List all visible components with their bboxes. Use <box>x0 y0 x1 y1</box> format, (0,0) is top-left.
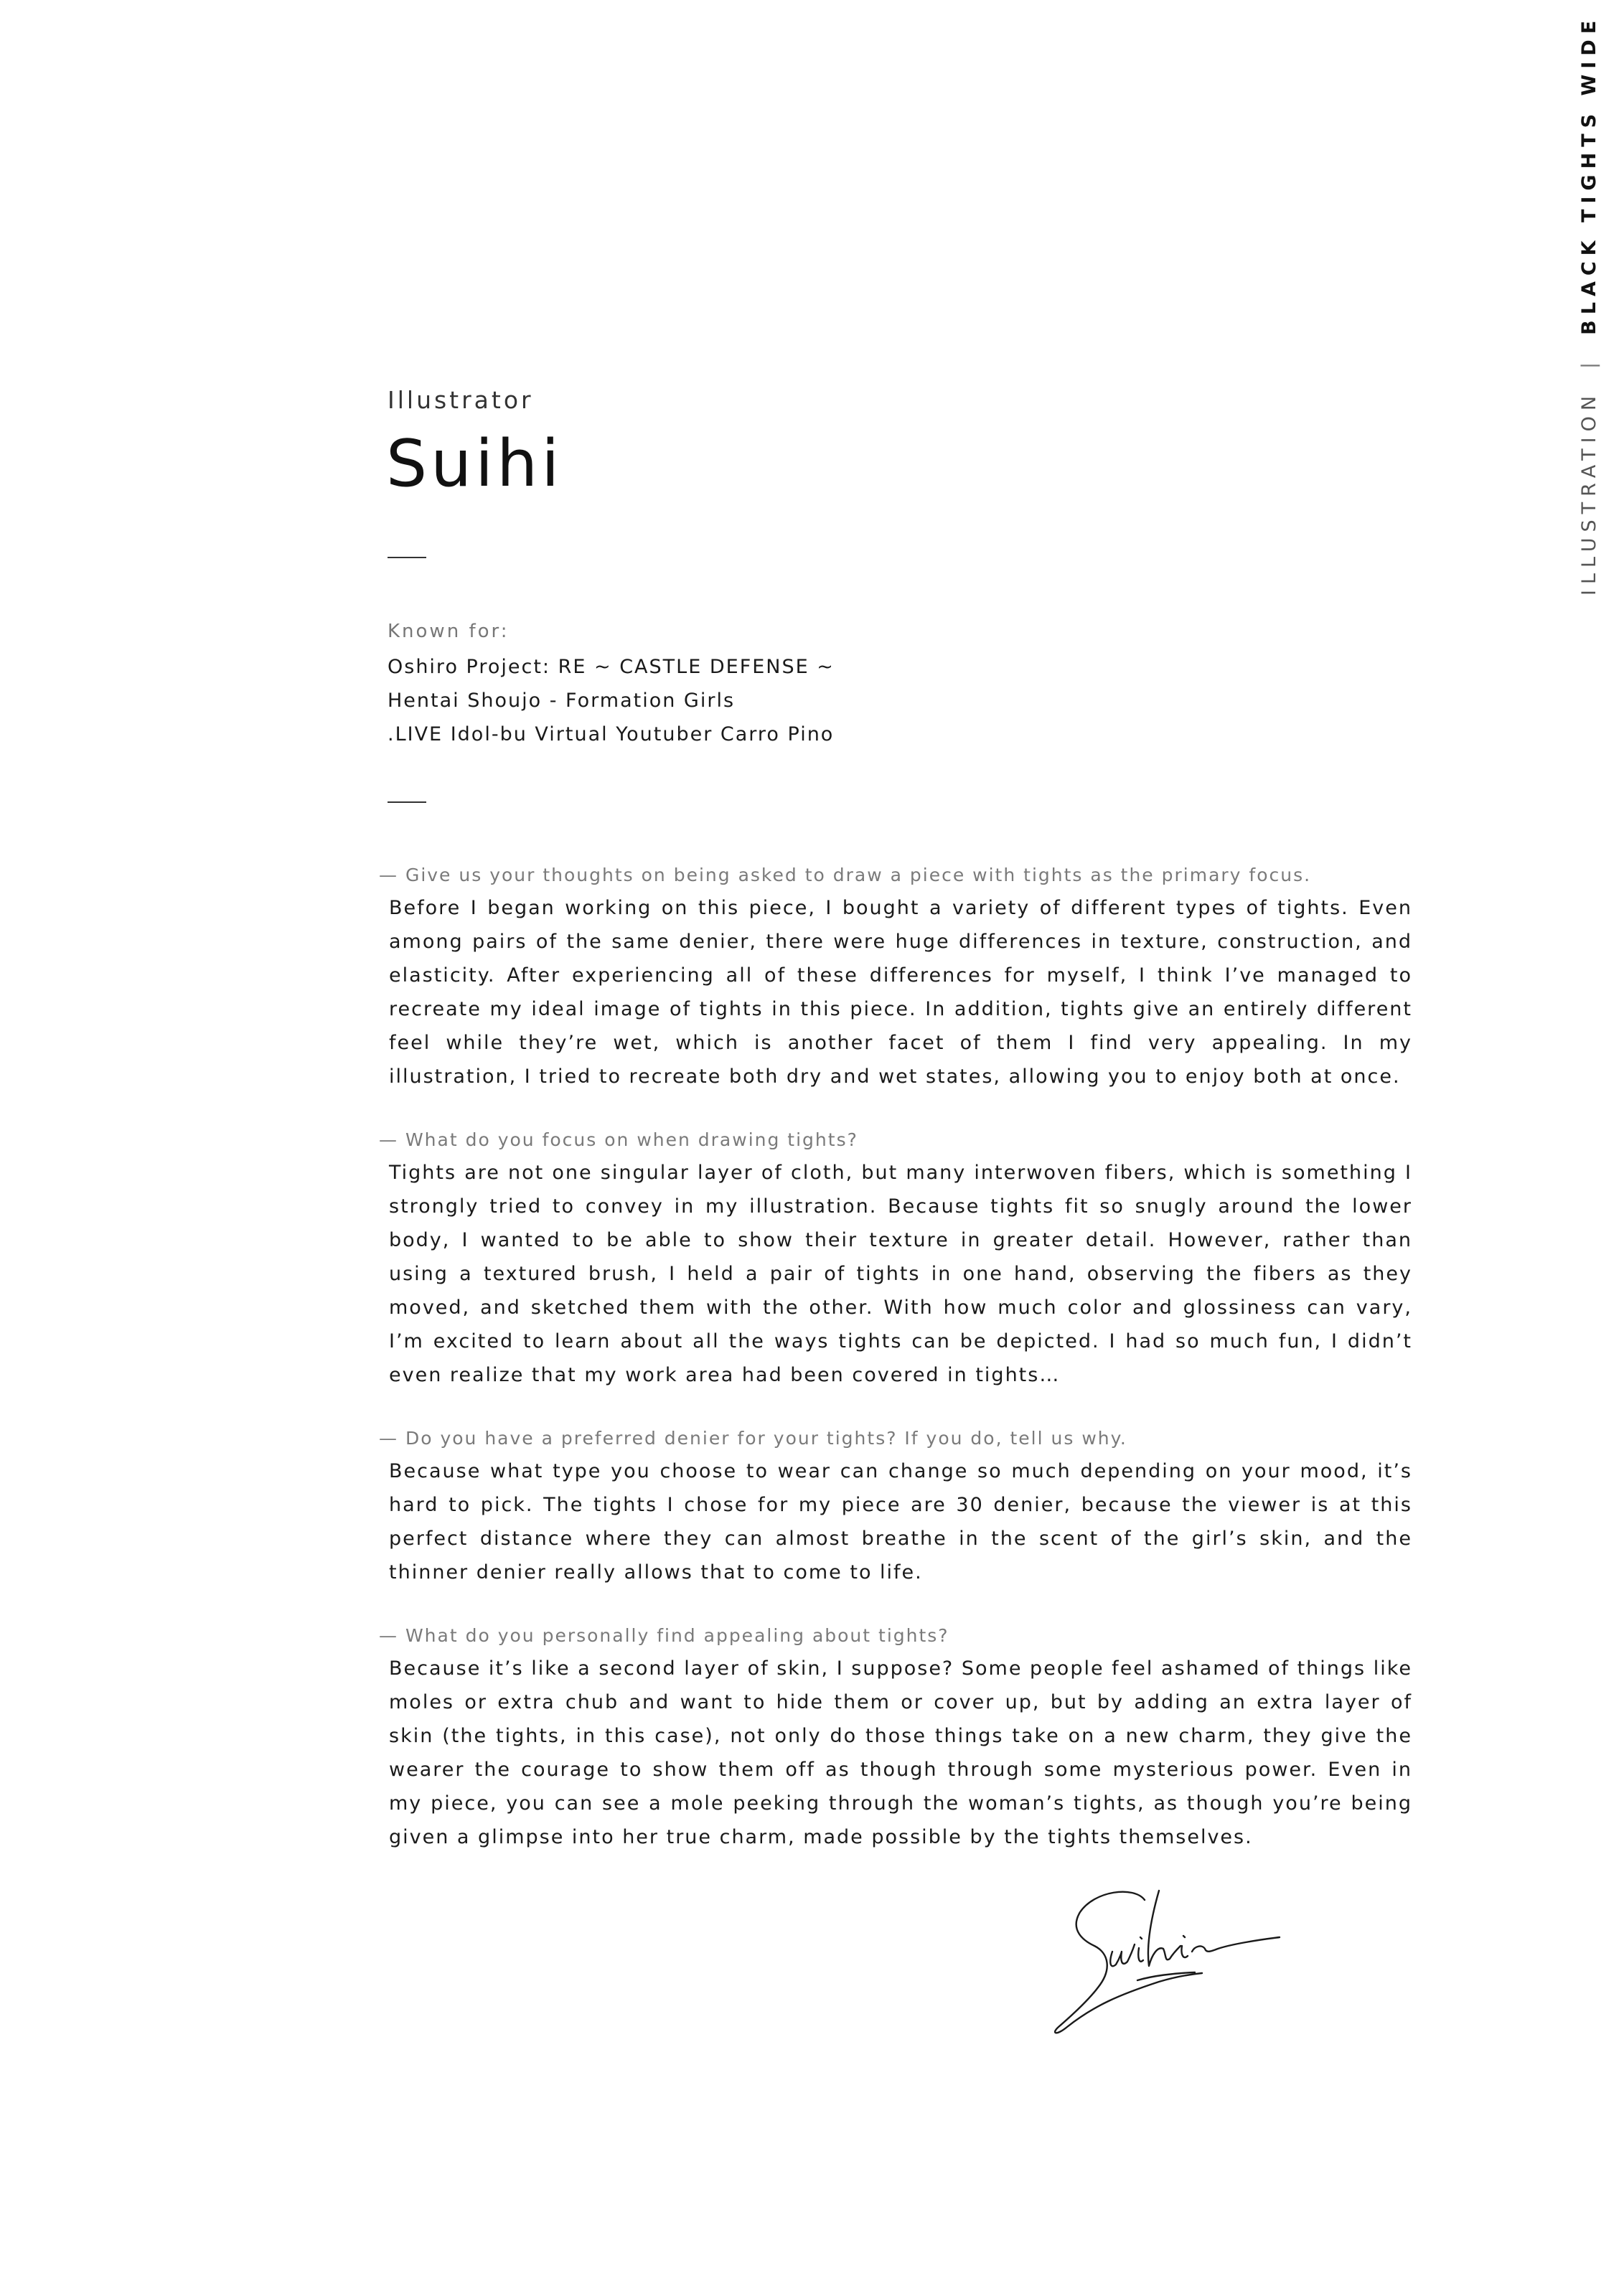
question: — Give us your thoughts on being asked to draw a piece with tights as the primary focus. <box>379 865 1312 885</box>
side-header <box>1575 15 1604 596</box>
answer: Tights are not one singular layer of cloth, but many interwoven fibers, which is something I strongly tried to convey in my illustration. Because tights fit so snugly around the lower body, I wanted to be able to show their texture in greater detail. However, rather than using a textured brush, I held a pair of tights in one hand, observing the fibers as they moved, and sketched them with the other. With how much color and glossiness can vary, I’m excited to learn about all the ways tights can be depicted. I had so much fun, I didn’t even realize that my work area had been covered in tights… <box>389 1162 1412 1386</box>
known-for-item: .LIVE Idol-bu Virtual Youtuber Carro Pino <box>388 723 835 745</box>
question: — What do you focus on when drawing tights? <box>379 1129 858 1150</box>
question: — Do you have a preferred denier for your tights? If you do, tell us why. <box>379 1428 1127 1449</box>
section-label: ILLUSTRATION <box>1578 390 1600 596</box>
known-for-label: Known for: <box>388 621 510 642</box>
known-for-list <box>388 650 835 751</box>
known-for-section <box>388 618 835 751</box>
role-label: Illustrator <box>388 386 534 414</box>
header-separator: | <box>1578 356 1600 369</box>
qa-block <box>379 860 1412 1093</box>
question: — What do you personally find appealing about tights? <box>379 1625 949 1646</box>
known-for-item: Hentai Shoujo - Formation Girls <box>388 690 736 712</box>
qa-block <box>379 1423 1412 1589</box>
divider <box>388 801 426 803</box>
book-title: BLACK TIGHTS WIDE <box>1578 14 1600 335</box>
known-for-item: Oshiro Project: RE ~ CASTLE DEFENSE ~ <box>388 656 835 678</box>
interview-section <box>379 860 1412 1885</box>
divider <box>388 557 426 558</box>
qa-block <box>379 1124 1412 1392</box>
signature <box>1051 1880 1288 2038</box>
answer: Because it’s like a second layer of skin, I suppose? Some people feel ashamed of things like moles or extra chub and want to hide them or cover up, but by adding an extra layer of skin (the tights, in this case), not only do those things take on a new charm, they give the wearer the courage to show them off as though through some mysterious power. Even in my piece, you can see a mole peeking through the woman’s tights, as though you’re being given a glimpse into her true charm, made possible by the tights themselves. <box>389 1657 1412 1848</box>
answer: Because what type you choose to wear can change so much depending on your mood, it’s hard to pick. The tights I chose for my piece are 30 denier, because the viewer is at this perfect distance where they can almost breathe in the scent of the girl’s skin, and the thinner denier really allows that to come to life. <box>389 1460 1412 1584</box>
qa-block <box>379 1620 1412 1854</box>
artist-name: Suihi <box>386 426 563 502</box>
answer: Before I began working on this piece, I bought a variety of different types of tights. Even among pairs of the same denier, there were huge differences in texture, construction, and elasticity. After experiencing all of these differences for myself, I think I’ve managed to recreate my ideal image of tights in this piece. In addition, tights give an entirely different feel while they’re wet, which is another facet of them I find very appealing. In my illustration, I tried to recreate both dry and wet states, allowing you to enjoy both at once. <box>389 897 1412 1088</box>
